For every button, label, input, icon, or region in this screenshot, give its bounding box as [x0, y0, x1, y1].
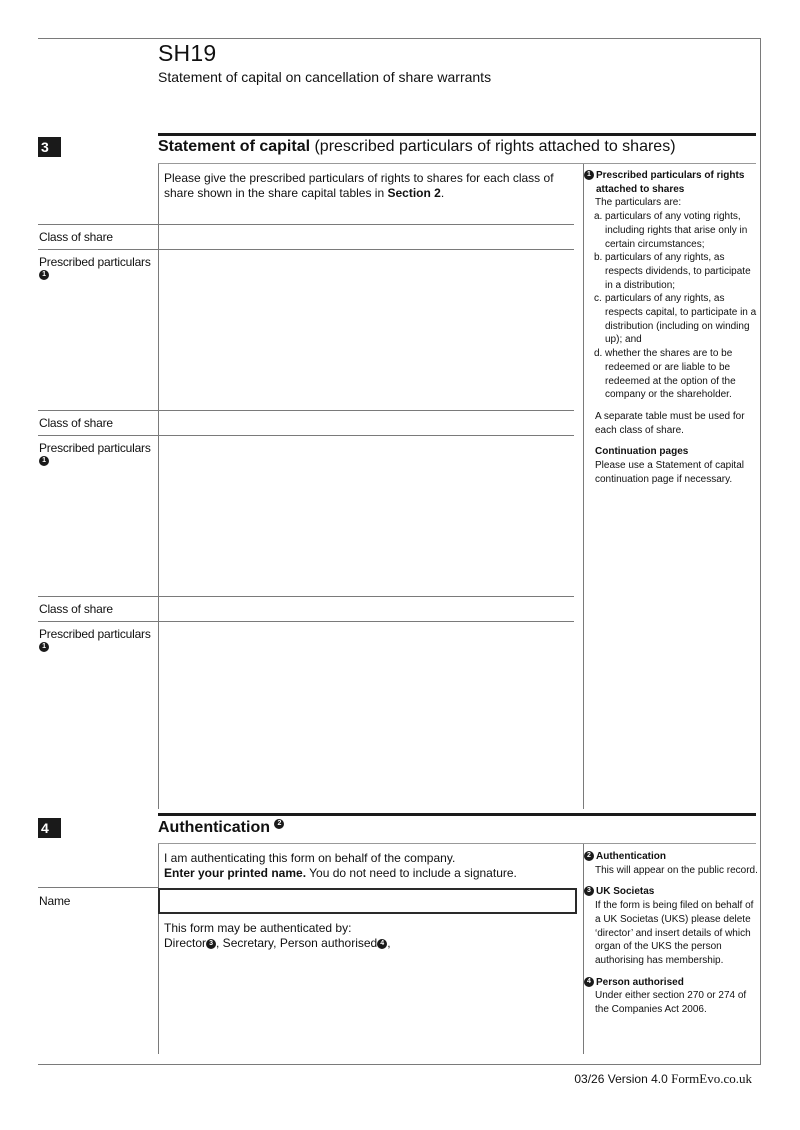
- prescribed-particulars-label: [39, 255, 151, 280]
- class-of-share-label: Class of share: [39, 602, 113, 616]
- form-title: Statement of capital on cancellation of share warrants: [158, 69, 492, 85]
- class-of-share-field-2[interactable]: [158, 411, 573, 435]
- prescribed-particulars-text: Prescribed particulars: [39, 441, 151, 455]
- list-letter: b.: [594, 252, 603, 264]
- section-4-left-divider: [158, 844, 159, 1054]
- section-4-intro: [164, 851, 579, 881]
- list-text: particulars of any rights, as respects dividends, to participate in a distribution;: [605, 252, 751, 291]
- footer: [574, 1071, 752, 1087]
- intro-section-ref: Section 2: [387, 186, 441, 200]
- note-3-number: 3: [584, 886, 594, 896]
- divider: [38, 887, 158, 888]
- list-item: [594, 347, 760, 402]
- section-3-intro: [164, 171, 574, 201]
- section-4-title-text: Authentication: [158, 819, 270, 836]
- prescribed-particulars-field-1[interactable]: [158, 250, 573, 406]
- particulars-list: [584, 210, 760, 402]
- continuation-text: Please use a Statement of capital continuation page if necessary.: [595, 460, 744, 485]
- note-2-heading: [584, 850, 760, 864]
- note-4-number: 4: [584, 977, 594, 987]
- footer-version: 03/26 Version 4.0: [574, 1072, 668, 1086]
- footer-brand: FormEvo.co.uk: [671, 1071, 752, 1086]
- section-3-notes: [584, 169, 760, 494]
- section-4-number: 4: [38, 818, 61, 838]
- list-letter: c.: [594, 293, 602, 305]
- intro-instruction: Enter your printed name.: [164, 866, 307, 880]
- note-1-marker: 1: [39, 270, 49, 280]
- intro-line-1: I am authenticating this form on behalf of the company.: [164, 851, 456, 865]
- note-4-title: Person authorised: [596, 976, 684, 988]
- note-1-marker: 1: [39, 456, 49, 466]
- section-3-title-rest: (prescribed particulars of rights attached to shares): [310, 138, 676, 155]
- separate-table-note: A separate table must be used for each class of share.: [595, 410, 745, 436]
- prescribed-particulars-field-2[interactable]: [158, 436, 573, 592]
- note-1-title: Prescribed particulars of rights attached to shares: [596, 170, 745, 195]
- class-of-share-label: Class of share: [39, 416, 113, 430]
- list-text: particulars of any voting rights, including rights that arise only in certain circumstances;: [605, 211, 748, 250]
- name-input[interactable]: [158, 888, 577, 914]
- list-letter: a.: [594, 211, 603, 223]
- section-4-rule: [158, 813, 756, 816]
- note-3-marker: 3: [206, 939, 216, 949]
- note-2-text: This will appear on the public record.: [595, 864, 758, 876]
- list-letter: d.: [594, 348, 603, 360]
- class-of-share-field-3[interactable]: [158, 597, 573, 621]
- note-4: [584, 976, 760, 1017]
- class-of-share-field-1[interactable]: [158, 225, 573, 249]
- intro-text: Please give the prescribed particulars of rights to shares for each class of share shown in the share capital tables in: [164, 171, 554, 200]
- right-rule: [760, 38, 761, 1065]
- list-trail: ,: [387, 936, 391, 950]
- prescribed-particulars-text: Prescribed particulars: [39, 255, 151, 269]
- section-3-title-underline: [158, 163, 756, 164]
- intro-instruction-rest: You do not need to include a signature.: [306, 866, 517, 880]
- may-be-text: This form may be authenticated by:: [164, 921, 352, 935]
- note-4-text: Under either section 270 or 274 of the Companies Act 2006.: [595, 990, 747, 1016]
- section-3-title: [158, 138, 676, 156]
- name-label: Name: [39, 894, 71, 908]
- list-text: whether the shares are to be redeemed or are liable to be redeemed at the option of the company or the shareholder.: [605, 348, 736, 401]
- section-3-number: 3: [38, 137, 61, 157]
- note-3: [584, 885, 760, 967]
- note-3-text: If the form is being filed on behalf of a UK Societas (UKS) please delete ‘director’ and insert details of which organ of the UKS the person authorising has membership.: [595, 900, 754, 966]
- prescribed-particulars-label: [39, 441, 151, 466]
- continuation-title: Continuation pages: [595, 446, 689, 458]
- intro-line-2: [164, 866, 579, 881]
- list-item: [594, 251, 760, 292]
- note-4-heading: [584, 976, 760, 990]
- section-4-notes: [584, 850, 760, 1025]
- note-1-lead: The particulars are:: [595, 197, 682, 209]
- list-item: [594, 210, 760, 251]
- secretary-text: , Secretary, Person authorised: [216, 936, 378, 950]
- note-1-marker: 1: [39, 642, 49, 652]
- list-text: particulars of any rights, as respects capital, to participate in a distribution (including on winding up); and: [605, 293, 757, 346]
- note-4-marker: 4: [377, 939, 387, 949]
- authenticated-by: [164, 921, 579, 951]
- section-3-title-bold: Statement of capital: [158, 138, 311, 155]
- bottom-rule: [38, 1064, 761, 1065]
- prescribed-particulars-label: [39, 627, 151, 652]
- note-1: [584, 169, 760, 402]
- note-2: [584, 850, 760, 877]
- intro-end: .: [440, 186, 445, 200]
- note-2-title: Authentication: [596, 851, 666, 862]
- top-rule: [38, 38, 761, 39]
- note-2-number: 2: [584, 851, 594, 861]
- section-4-title: [158, 819, 284, 837]
- note-2-marker: 2: [274, 819, 284, 829]
- continuation-note: [584, 445, 760, 486]
- authoriser-list: [164, 936, 579, 951]
- class-of-share-label: Class of share: [39, 230, 113, 244]
- prescribed-particulars-text: Prescribed particulars: [39, 627, 151, 641]
- note-3-title: UK Societas: [596, 886, 655, 898]
- note-1-heading: [584, 169, 760, 196]
- note-3-heading: [584, 885, 760, 899]
- section-3-rule: [158, 133, 756, 136]
- prescribed-particulars-field-3[interactable]: [158, 622, 573, 808]
- director-text: Director: [164, 936, 207, 950]
- list-item: [594, 292, 760, 347]
- section-4-title-underline: [158, 843, 756, 844]
- note-1-number: 1: [584, 170, 594, 180]
- form-code: SH19: [158, 40, 217, 66]
